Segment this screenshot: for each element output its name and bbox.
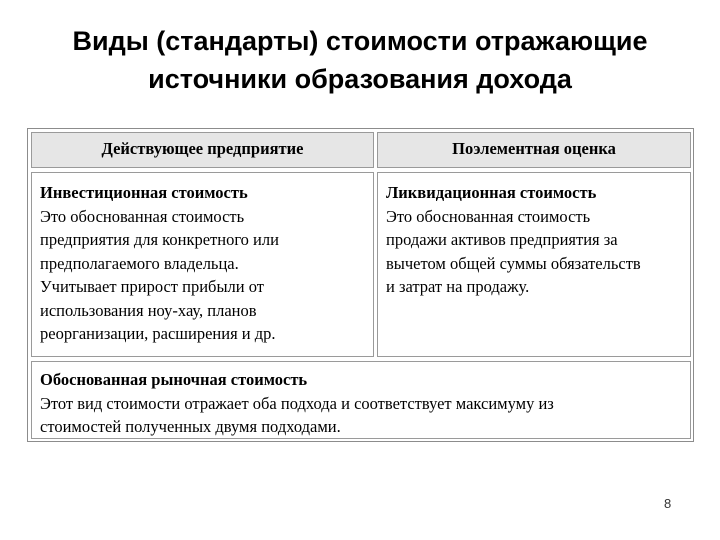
investment-value-line: предприятия для конкретного или	[40, 230, 279, 249]
investment-value-line: предполагаемого владельца.	[40, 253, 239, 273]
liquidation-value-cell	[377, 172, 691, 357]
investment-value-line: Это обоснованная стоимость	[40, 206, 245, 226]
investment-value-cell	[31, 172, 374, 357]
page-number: 8	[664, 496, 672, 511]
header-going-concern: Действующее предприятие	[31, 132, 374, 168]
liquidation-value-line: вычетом общей суммы обязательств	[386, 253, 641, 273]
liquidation-value-line: продажи активов предприятия за	[386, 230, 618, 249]
liquidation-value-line: Это обоснованная стоимость	[386, 206, 591, 226]
slide-title	[0, 22, 720, 98]
liquidation-value-line: и затрат на продажу.	[386, 277, 530, 296]
investment-value-line: использования ноу-хау, планов	[40, 300, 257, 320]
title-line-1: Виды (стандарты) стоимости отражающие	[72, 26, 648, 56]
valuation-table	[27, 128, 694, 442]
fair-market-value-cell	[31, 361, 691, 439]
investment-value-line: реорганизации, расширения и др.	[40, 324, 276, 343]
header-element-wise-valuation: Поэлементная оценка	[377, 132, 691, 168]
liquidation-value-heading: Ликвидационная стоимость	[386, 183, 597, 202]
fair-market-value-line: стоимостей полученных двумя подходами.	[40, 417, 341, 436]
investment-value-heading: Инвестиционная стоимость	[40, 183, 248, 202]
fair-market-value-heading: Обоснованная рыночная стоимость	[40, 370, 308, 389]
fair-market-value-line: Этот вид стоимости отражает оба подхода и соответствует максимуму из	[40, 393, 554, 413]
title-line-2: источники образования дохода	[148, 64, 572, 94]
investment-value-line: Учитывает прирост прибыли от	[40, 277, 264, 296]
